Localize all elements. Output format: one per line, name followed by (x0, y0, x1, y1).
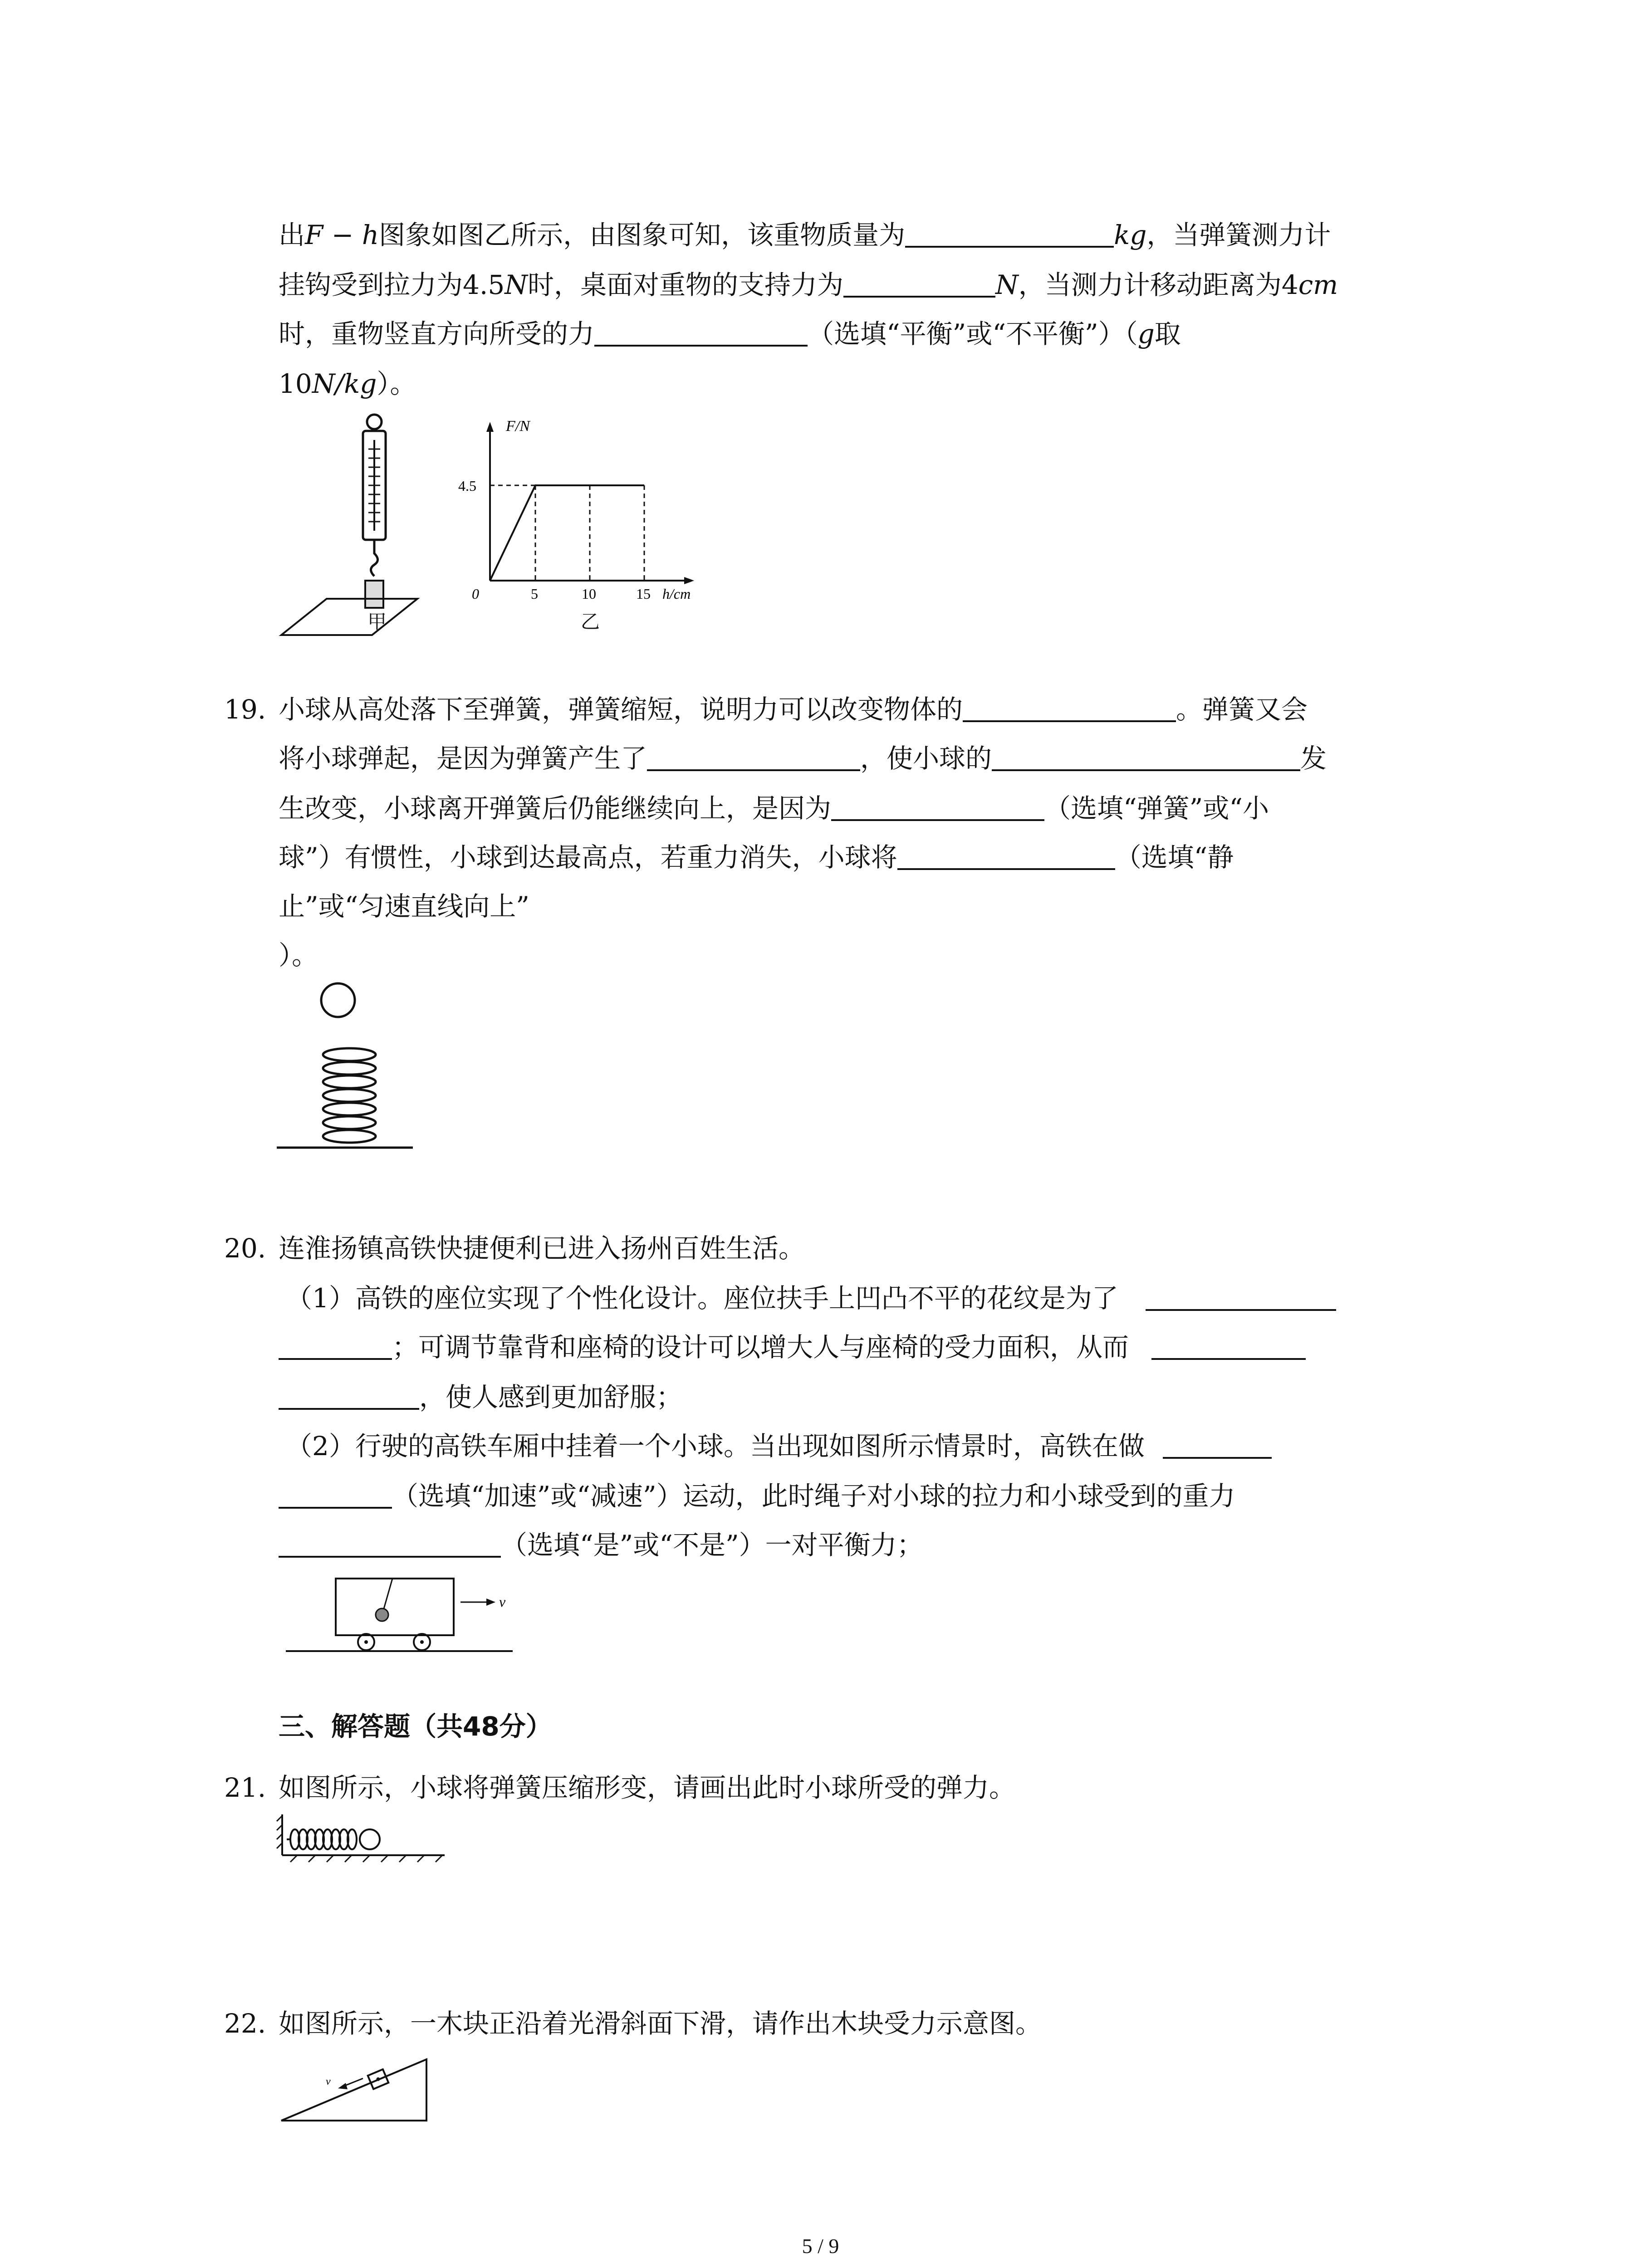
answer-blank-pressure[interactable] (1151, 1331, 1306, 1360)
velocity-label: v (326, 2076, 331, 2087)
q18-line-2: 挂钩受到拉力为4.5N时，桌面对重物的支持力为 N，当测力计移动距离为4cm (279, 269, 1338, 300)
graph-tick-x15: 15 (636, 586, 651, 602)
q19-line-2: 将小球弹起，是因为弹簧产生了 ，使小球的 发 (279, 743, 1327, 774)
q20-line-2: （1）高铁的座位实现了个性化设计。座位扶手上凹凸不平的花纹是为了 (286, 1282, 1336, 1315)
q20-line-3: ；可调节靠背和座椅的设计可以增大人与座椅的受力面积，从而 (279, 1331, 1306, 1364)
answer-blank-friction[interactable] (1146, 1282, 1336, 1311)
answer-blank-accel-cont[interactable] (279, 1480, 392, 1509)
graph-tick-y: 4.5 (458, 478, 476, 494)
answer-blank-shape[interactable] (963, 693, 1176, 722)
fig-caption-jia: 甲 (367, 611, 387, 633)
answer-blank-pressure-cont[interactable] (279, 1381, 419, 1410)
question-number: 22. (224, 2008, 266, 2039)
graph-xlabel: h/cm (662, 586, 691, 602)
q20-line-1: 20. 连淮扬镇高铁快捷便利已进入扬州百姓生活。 (224, 1233, 805, 1264)
graph-origin: 0 (472, 586, 479, 602)
q19-line-1: 19. 小球从高处落下至弹簧，弹簧缩短，说明力可以改变物体的 。弹簧又会 (224, 694, 1308, 725)
q20-line-4: ，使人感到更加舒服； (279, 1381, 682, 1413)
q22-line: 22. 如图所示，一木块正沿着光滑斜面下滑，请作出木块受力示意图。 (224, 2008, 1042, 2039)
spring-ball-wall-figure (277, 1812, 449, 1867)
q18-line-3: 时，重物竖直方向所受的力 （选填“平衡”或“不平衡”）（g取 (279, 318, 1181, 349)
q19-line-6: ）。 (279, 940, 318, 971)
q21-line: 21. 如图所示，小球将弹簧压缩形变，请画出此时小球所受的弹力。 (224, 1772, 1016, 1803)
answer-blank-elastic-force[interactable] (647, 742, 860, 771)
answer-blank-inertia[interactable] (831, 792, 1044, 821)
train-car-figure (281, 1574, 517, 1656)
section-heading: 三、解答题（共48分） (279, 1711, 552, 1742)
q18-line-4: 10N/kg）。 (279, 368, 416, 399)
answer-blank-final-state[interactable] (897, 841, 1115, 870)
graph-tick-x10: 10 (582, 586, 596, 602)
answer-blank-motion-state[interactable] (992, 742, 1300, 771)
q19-line-5: 止”或“匀速直线向上” (279, 891, 529, 922)
answer-blank-balanced-pair[interactable] (279, 1529, 501, 1558)
answer-blank-support-force[interactable] (843, 269, 995, 298)
question-number: 21. (224, 1772, 266, 1803)
graph-tick-x5: 5 (531, 586, 538, 602)
answer-blank-mass[interactable] (905, 219, 1114, 248)
answer-blank-balance[interactable] (594, 318, 808, 347)
ball-spring-figure (272, 975, 426, 1170)
q20-line-5: （2）行驶的高铁车厢中挂着一个小球。当出现如图所示情景时，高铁在做 (286, 1430, 1272, 1462)
graph-ylabel: F/N (506, 418, 530, 435)
page-number: 5 / 9 (802, 2234, 839, 2258)
q20-line-6: （选填“加速”或“减速”）运动，此时绳子对小球的拉力和小球受到的重力 (279, 1480, 1235, 1512)
velocity-label: v (499, 1593, 506, 1610)
q20-line-7: （选填“是”或“不是”）一对平衡力； (279, 1529, 923, 1561)
q19-line-4: 球”）有惯性，小球到达最高点，若重力消失，小球将 （选填“静 (279, 842, 1234, 873)
answer-blank-accel[interactable] (1163, 1430, 1272, 1459)
incline-block-figure (277, 2041, 440, 2127)
spring-scale-figure (272, 408, 417, 644)
q18-line-1: 出F − h图象如图乙所示，由图象可知，该重物质量为 kg，当弹簧测力计 (279, 220, 1331, 250)
fig-caption-yi: 乙 (581, 611, 600, 633)
answer-blank-friction-cont[interactable] (279, 1331, 392, 1360)
question-number: 20. (224, 1233, 266, 1264)
f-h-graph (458, 417, 717, 608)
question-number: 19. (224, 694, 266, 725)
q19-line-3: 生改变，小球离开弹簧后仍能继续向上，是因为 （选填“弹簧”或“小 (279, 793, 1269, 824)
